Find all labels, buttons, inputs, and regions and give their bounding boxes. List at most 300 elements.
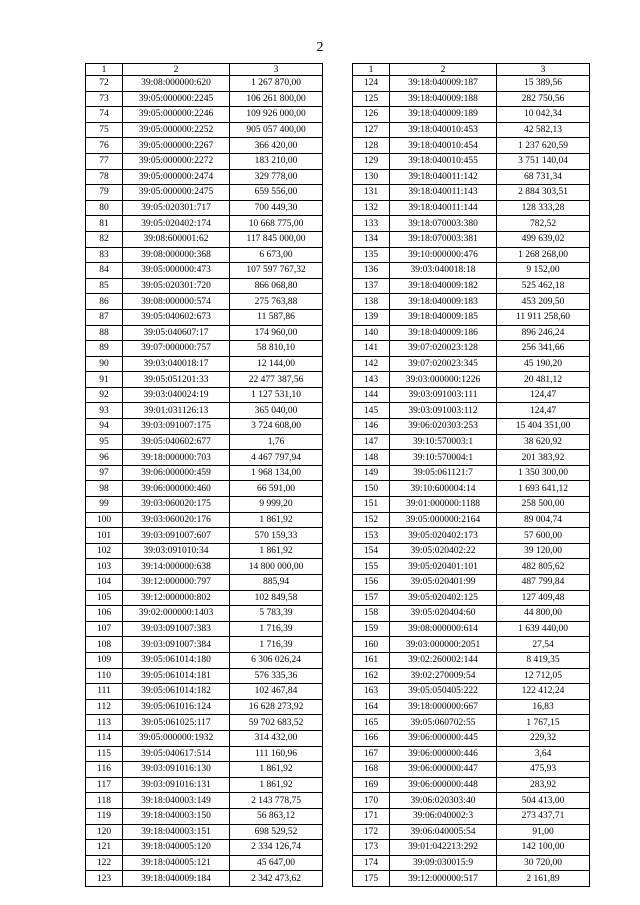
cell-cadastral-number: 39:03:000000:2051 <box>390 637 497 653</box>
table-row <box>353 294 590 310</box>
cell-index: 74 <box>86 107 123 123</box>
table-row <box>86 855 323 871</box>
cell-value: 366 420,00 <box>230 138 323 154</box>
cell-value: 1 350 300,00 <box>497 465 590 481</box>
table-row <box>86 185 323 201</box>
cell-value: 2 342 473,62 <box>230 871 323 887</box>
cell-index: 155 <box>353 559 390 575</box>
cell-value: 59 702 683,52 <box>230 715 323 731</box>
table-row <box>353 559 590 575</box>
cell-value: 1 716,39 <box>230 621 323 637</box>
cell-cadastral-number: 39:08:000000:574 <box>123 294 230 310</box>
cell-cadastral-number: 39:08:000000:620 <box>123 76 230 92</box>
cell-value: 487 799,84 <box>497 575 590 591</box>
table-row <box>86 575 323 591</box>
cell-cadastral-number: 39:03:091016:130 <box>123 762 230 778</box>
cell-index: 152 <box>353 512 390 528</box>
cell-cadastral-number: 39:05:020402:174 <box>123 216 230 232</box>
table-row <box>86 684 323 700</box>
cell-cadastral-number: 39:06:000000:448 <box>390 777 497 793</box>
cell-index: 153 <box>353 528 390 544</box>
cell-cadastral-number: 39:05:000000:2475 <box>123 185 230 201</box>
table-row <box>353 434 590 450</box>
table-row <box>353 730 590 746</box>
cell-index: 94 <box>86 419 123 435</box>
cell-cadastral-number: 39:12:000000:797 <box>123 575 230 591</box>
table-row <box>86 668 323 684</box>
cell-index: 97 <box>86 465 123 481</box>
table-row <box>353 403 590 419</box>
cell-cadastral-number: 39:05:061014:181 <box>123 668 230 684</box>
cell-index: 133 <box>353 216 390 232</box>
cell-value: 866 068,80 <box>230 278 323 294</box>
cell-cadastral-number: 39:05:020401:101 <box>390 559 497 575</box>
table-row <box>86 247 323 263</box>
table-row <box>86 341 323 357</box>
cell-value: 6 673,00 <box>230 247 323 263</box>
table-row <box>86 840 323 856</box>
table-row <box>353 543 590 559</box>
table-row <box>353 637 590 653</box>
cell-value: 45 647,00 <box>230 855 323 871</box>
table-row <box>86 730 323 746</box>
cell-cadastral-number: 39:18:040009:183 <box>390 294 497 310</box>
cell-index: 151 <box>353 497 390 513</box>
cell-value: 128 333,28 <box>497 200 590 216</box>
cell-value: 89 004,74 <box>497 512 590 528</box>
table-row <box>353 684 590 700</box>
cell-value: 504 413,00 <box>497 793 590 809</box>
table-row <box>86 871 323 887</box>
cell-index: 170 <box>353 793 390 809</box>
cell-index: 140 <box>353 325 390 341</box>
cell-cadastral-number: 39:05:050405:222 <box>390 684 497 700</box>
table-row <box>353 606 590 622</box>
cell-value: 124,47 <box>497 403 590 419</box>
header-cell-value: 3 <box>230 64 323 76</box>
cell-index: 162 <box>353 668 390 684</box>
cell-cadastral-number: 39:03:091003:111 <box>390 387 497 403</box>
table-row <box>353 247 590 263</box>
cell-value: 56 863,12 <box>230 808 323 824</box>
cell-cadastral-number: 39:10:000000:476 <box>390 247 497 263</box>
table-row <box>353 793 590 809</box>
header-cell-index: 1 <box>353 64 390 76</box>
cell-index: 159 <box>353 621 390 637</box>
cell-index: 110 <box>86 668 123 684</box>
cell-value: 1 968 134,00 <box>230 465 323 481</box>
cell-value: 698 529,52 <box>230 824 323 840</box>
table-row <box>353 216 590 232</box>
cell-cadastral-number: 39:05:000000:2252 <box>123 122 230 138</box>
cell-index: 103 <box>86 559 123 575</box>
cell-index: 138 <box>353 294 390 310</box>
cell-cadastral-number: 39:06:020303:253 <box>390 419 497 435</box>
cell-index: 81 <box>86 216 123 232</box>
cell-index: 85 <box>86 278 123 294</box>
cell-cadastral-number: 39:18:040009:184 <box>123 871 230 887</box>
table-row <box>353 840 590 856</box>
cell-index: 149 <box>353 465 390 481</box>
table-row <box>353 715 590 731</box>
table-row <box>86 652 323 668</box>
header-cell-index: 1 <box>86 64 123 76</box>
cell-value: 475,93 <box>497 762 590 778</box>
table-row <box>86 403 323 419</box>
cell-value: 3 751 140,04 <box>497 153 590 169</box>
cell-cadastral-number: 39:10:570004:1 <box>390 450 497 466</box>
cell-index: 86 <box>86 294 123 310</box>
cell-cadastral-number: 39:05:020402:125 <box>390 590 497 606</box>
cell-value: 5 783,39 <box>230 606 323 622</box>
cell-value: 91,00 <box>497 824 590 840</box>
table-row <box>86 590 323 606</box>
table-row <box>86 91 323 107</box>
cadastral-table-left <box>85 63 323 887</box>
header-cell-value: 3 <box>497 64 590 76</box>
table-row <box>353 652 590 668</box>
table-row <box>353 138 590 154</box>
table-row <box>86 512 323 528</box>
table-row <box>86 122 323 138</box>
cell-value: 122 412,24 <box>497 684 590 700</box>
cell-value: 16 628 273,92 <box>230 699 323 715</box>
table-row <box>86 138 323 154</box>
cell-cadastral-number: 39:05:020402:173 <box>390 528 497 544</box>
cell-index: 136 <box>353 263 390 279</box>
cell-cadastral-number: 39:03:091007:607 <box>123 528 230 544</box>
table-row <box>353 153 590 169</box>
cell-index: 166 <box>353 730 390 746</box>
cell-cadastral-number: 39:05:000000:2246 <box>123 107 230 123</box>
table-row <box>86 309 323 325</box>
table-row <box>353 668 590 684</box>
table-row <box>86 465 323 481</box>
cell-value: 16,83 <box>497 699 590 715</box>
table-row <box>353 231 590 247</box>
cell-value: 365 040,00 <box>230 403 323 419</box>
cell-index: 158 <box>353 606 390 622</box>
table-row <box>353 419 590 435</box>
cell-index: 144 <box>353 387 390 403</box>
cell-index: 141 <box>353 341 390 357</box>
table-row <box>353 855 590 871</box>
cell-index: 173 <box>353 840 390 856</box>
cell-index: 112 <box>86 699 123 715</box>
cell-value: 106 261 800,00 <box>230 91 323 107</box>
table-row <box>86 746 323 762</box>
cell-index: 156 <box>353 575 390 591</box>
cell-value: 283,92 <box>497 777 590 793</box>
cell-index: 125 <box>353 91 390 107</box>
cell-cadastral-number: 39:06:040002:3 <box>390 808 497 824</box>
cell-value: 102 849,58 <box>230 590 323 606</box>
cell-cadastral-number: 39:05:000000:2267 <box>123 138 230 154</box>
cell-value: 4 467 797,94 <box>230 450 323 466</box>
table-row <box>86 824 323 840</box>
table-row <box>353 169 590 185</box>
cell-cadastral-number: 39:05:000000:2474 <box>123 169 230 185</box>
table-row <box>86 808 323 824</box>
table-row <box>86 356 323 372</box>
cell-cadastral-number: 39:05:061025:117 <box>123 715 230 731</box>
table-row <box>353 76 590 92</box>
cell-cadastral-number: 39:08:600001:62 <box>123 231 230 247</box>
cell-cadastral-number: 39:03:040018:17 <box>123 356 230 372</box>
cell-value: 6 306 026,24 <box>230 652 323 668</box>
cell-value: 111 160,96 <box>230 746 323 762</box>
cell-value: 117 845 000,00 <box>230 231 323 247</box>
cell-cadastral-number: 39:18:040011:144 <box>390 200 497 216</box>
cell-cadastral-number: 39:06:000000:460 <box>123 481 230 497</box>
cell-value: 42 582,13 <box>497 122 590 138</box>
cell-value: 14 800 000,00 <box>230 559 323 575</box>
cell-value: 2 334 126,74 <box>230 840 323 856</box>
cell-index: 93 <box>86 403 123 419</box>
cell-cadastral-number: 39:18:040005:121 <box>123 855 230 871</box>
cell-cadastral-number: 39:18:070003:380 <box>390 216 497 232</box>
cell-index: 116 <box>86 762 123 778</box>
cell-value: 15 404 351,00 <box>497 419 590 435</box>
cell-cadastral-number: 39:05:000000:1932 <box>123 730 230 746</box>
cell-value: 10 668 775,00 <box>230 216 323 232</box>
table-row <box>353 91 590 107</box>
cell-index: 165 <box>353 715 390 731</box>
cell-value: 275 763,88 <box>230 294 323 310</box>
cell-value: 1 268 268,00 <box>497 247 590 263</box>
table-row <box>86 231 323 247</box>
cell-cadastral-number: 39:18:000000:703 <box>123 450 230 466</box>
cell-index: 72 <box>86 76 123 92</box>
cell-value: 1 237 620,59 <box>497 138 590 154</box>
cell-value: 1 861,92 <box>230 762 323 778</box>
cell-index: 99 <box>86 497 123 513</box>
cell-cadastral-number: 39:05:040617:514 <box>123 746 230 762</box>
table-row <box>353 746 590 762</box>
cell-cadastral-number: 39:05:020301:720 <box>123 278 230 294</box>
table-row <box>86 777 323 793</box>
table-row <box>86 372 323 388</box>
cell-cadastral-number: 39:03:091003:112 <box>390 403 497 419</box>
cell-value: 11 911 258,60 <box>497 309 590 325</box>
cell-index: 78 <box>86 169 123 185</box>
cell-value: 58 810,10 <box>230 341 323 357</box>
cell-index: 102 <box>86 543 123 559</box>
table-row <box>86 419 323 435</box>
cell-value: 3,64 <box>497 746 590 762</box>
cell-value: 2 161,89 <box>497 871 590 887</box>
cell-value: 1 693 641,12 <box>497 481 590 497</box>
cell-value: 38 620,92 <box>497 434 590 450</box>
table-row <box>353 185 590 201</box>
cell-index: 154 <box>353 543 390 559</box>
cell-index: 146 <box>353 419 390 435</box>
table-row <box>353 122 590 138</box>
cell-index: 79 <box>86 185 123 201</box>
cell-index: 164 <box>353 699 390 715</box>
cell-cadastral-number: 39:05:020301:717 <box>123 200 230 216</box>
cell-value: 45 190,20 <box>497 356 590 372</box>
cell-cadastral-number: 39:18:040010:453 <box>390 122 497 138</box>
cell-index: 83 <box>86 247 123 263</box>
cell-cadastral-number: 39:01:031126:13 <box>123 403 230 419</box>
table-row <box>86 200 323 216</box>
table-row <box>86 637 323 653</box>
cell-cadastral-number: 39:18:040009:186 <box>390 325 497 341</box>
cell-cadastral-number: 39:06:000000:446 <box>390 746 497 762</box>
cell-value: 256 341,66 <box>497 341 590 357</box>
cell-index: 75 <box>86 122 123 138</box>
cell-index: 128 <box>353 138 390 154</box>
cell-value: 570 159,33 <box>230 528 323 544</box>
cell-index: 95 <box>86 434 123 450</box>
cell-index: 132 <box>353 200 390 216</box>
cell-value: 896 246,24 <box>497 325 590 341</box>
cell-cadastral-number: 39:08:000000:368 <box>123 247 230 263</box>
cell-index: 145 <box>353 403 390 419</box>
cell-index: 168 <box>353 762 390 778</box>
cell-index: 139 <box>353 309 390 325</box>
cell-cadastral-number: 39:18:040009:187 <box>390 76 497 92</box>
cell-cadastral-number: 39:18:040009:182 <box>390 278 497 294</box>
cell-cadastral-number: 39:05:000000:2245 <box>123 91 230 107</box>
cell-cadastral-number: 39:03:040024:19 <box>123 387 230 403</box>
cell-index: 98 <box>86 481 123 497</box>
table-row <box>86 216 323 232</box>
cell-index: 111 <box>86 684 123 700</box>
cadastral-table-right <box>352 63 590 887</box>
cell-value: 482 805,62 <box>497 559 590 575</box>
cell-value: 102 467,84 <box>230 684 323 700</box>
cell-cadastral-number: 39:12:000000:802 <box>123 590 230 606</box>
cell-cadastral-number: 39:18:040011:142 <box>390 169 497 185</box>
cell-cadastral-number: 39:01:000000:1188 <box>390 497 497 513</box>
cell-value: 282 750,56 <box>497 91 590 107</box>
table-row <box>353 278 590 294</box>
cell-cadastral-number: 39:18:040011:143 <box>390 185 497 201</box>
cell-index: 87 <box>86 309 123 325</box>
cell-value: 1 861,92 <box>230 777 323 793</box>
cell-index: 150 <box>353 481 390 497</box>
cell-index: 113 <box>86 715 123 731</box>
table-row <box>86 169 323 185</box>
cell-cadastral-number: 39:03:091007:175 <box>123 419 230 435</box>
cell-value: 107 597 767,32 <box>230 263 323 279</box>
cell-index: 143 <box>353 372 390 388</box>
cell-value: 329 778,00 <box>230 169 323 185</box>
cell-value: 273 437,71 <box>497 808 590 824</box>
table-row <box>86 294 323 310</box>
cell-index: 92 <box>86 387 123 403</box>
table-row <box>86 699 323 715</box>
cell-index: 172 <box>353 824 390 840</box>
cell-cadastral-number: 39:18:040005:120 <box>123 840 230 856</box>
table-row <box>353 512 590 528</box>
table-row <box>86 762 323 778</box>
table-row <box>353 107 590 123</box>
cell-cadastral-number: 39:03:060020:176 <box>123 512 230 528</box>
cell-value: 700 449,30 <box>230 200 323 216</box>
cell-index: 89 <box>86 341 123 357</box>
cell-value: 66 591,00 <box>230 481 323 497</box>
cell-index: 123 <box>86 871 123 887</box>
cell-index: 163 <box>353 684 390 700</box>
cell-value: 39 120,00 <box>497 543 590 559</box>
cell-index: 77 <box>86 153 123 169</box>
cell-index: 157 <box>353 590 390 606</box>
cell-index: 131 <box>353 185 390 201</box>
cell-cadastral-number: 39:03:091016:131 <box>123 777 230 793</box>
cell-cadastral-number: 39:18:040003:151 <box>123 824 230 840</box>
cell-cadastral-number: 39:18:040009:189 <box>390 107 497 123</box>
cell-index: 134 <box>353 231 390 247</box>
cell-index: 82 <box>86 231 123 247</box>
cell-value: 3 724 608,00 <box>230 419 323 435</box>
cell-cadastral-number: 39:05:020401:99 <box>390 575 497 591</box>
cell-cadastral-number: 39:18:040003:149 <box>123 793 230 809</box>
cell-value: 68 731,34 <box>497 169 590 185</box>
table-row <box>86 606 323 622</box>
cell-index: 115 <box>86 746 123 762</box>
cell-index: 118 <box>86 793 123 809</box>
table-row <box>353 762 590 778</box>
table-row <box>353 575 590 591</box>
cell-cadastral-number: 39:05:061016:124 <box>123 699 230 715</box>
cell-value: 10 042,34 <box>497 107 590 123</box>
table-row <box>353 808 590 824</box>
cell-index: 137 <box>353 278 390 294</box>
cell-value: 1 767,15 <box>497 715 590 731</box>
cell-cadastral-number: 39:03:091007:383 <box>123 621 230 637</box>
cell-value: 183 210,00 <box>230 153 323 169</box>
cell-index: 169 <box>353 777 390 793</box>
cell-cadastral-number: 39:18:040010:455 <box>390 153 497 169</box>
table-row <box>353 325 590 341</box>
cell-cadastral-number: 39:06:000000:445 <box>390 730 497 746</box>
cell-value: 27,54 <box>497 637 590 653</box>
cell-index: 142 <box>353 356 390 372</box>
cell-cadastral-number: 39:03:091010:34 <box>123 543 230 559</box>
cell-cadastral-number: 39:02:260002:144 <box>390 652 497 668</box>
table-row <box>86 559 323 575</box>
cell-cadastral-number: 39:01:042213:292 <box>390 840 497 856</box>
cell-value: 11 587,86 <box>230 309 323 325</box>
cell-value: 1 861,92 <box>230 512 323 528</box>
header-cell-cadastral-number: 2 <box>390 64 497 76</box>
table-row <box>353 590 590 606</box>
cell-cadastral-number: 39:08:000000:614 <box>390 621 497 637</box>
cell-index: 80 <box>86 200 123 216</box>
cell-cadastral-number: 39:05:061121:7 <box>390 465 497 481</box>
cell-index: 119 <box>86 808 123 824</box>
table-row <box>353 824 590 840</box>
cell-cadastral-number: 39:18:000000:667 <box>390 699 497 715</box>
cell-cadastral-number: 39:05:000000:2164 <box>390 512 497 528</box>
cell-index: 167 <box>353 746 390 762</box>
cell-index: 124 <box>353 76 390 92</box>
cell-value: 12 144,00 <box>230 356 323 372</box>
cell-cadastral-number: 39:10:600004:14 <box>390 481 497 497</box>
table-row <box>86 793 323 809</box>
cell-index: 73 <box>86 91 123 107</box>
cell-index: 127 <box>353 122 390 138</box>
table-row <box>353 341 590 357</box>
cell-value: 22 477 387,56 <box>230 372 323 388</box>
table-header-row <box>353 64 590 76</box>
cell-index: 91 <box>86 372 123 388</box>
cell-cadastral-number: 39:05:040607:17 <box>123 325 230 341</box>
table-row <box>86 621 323 637</box>
